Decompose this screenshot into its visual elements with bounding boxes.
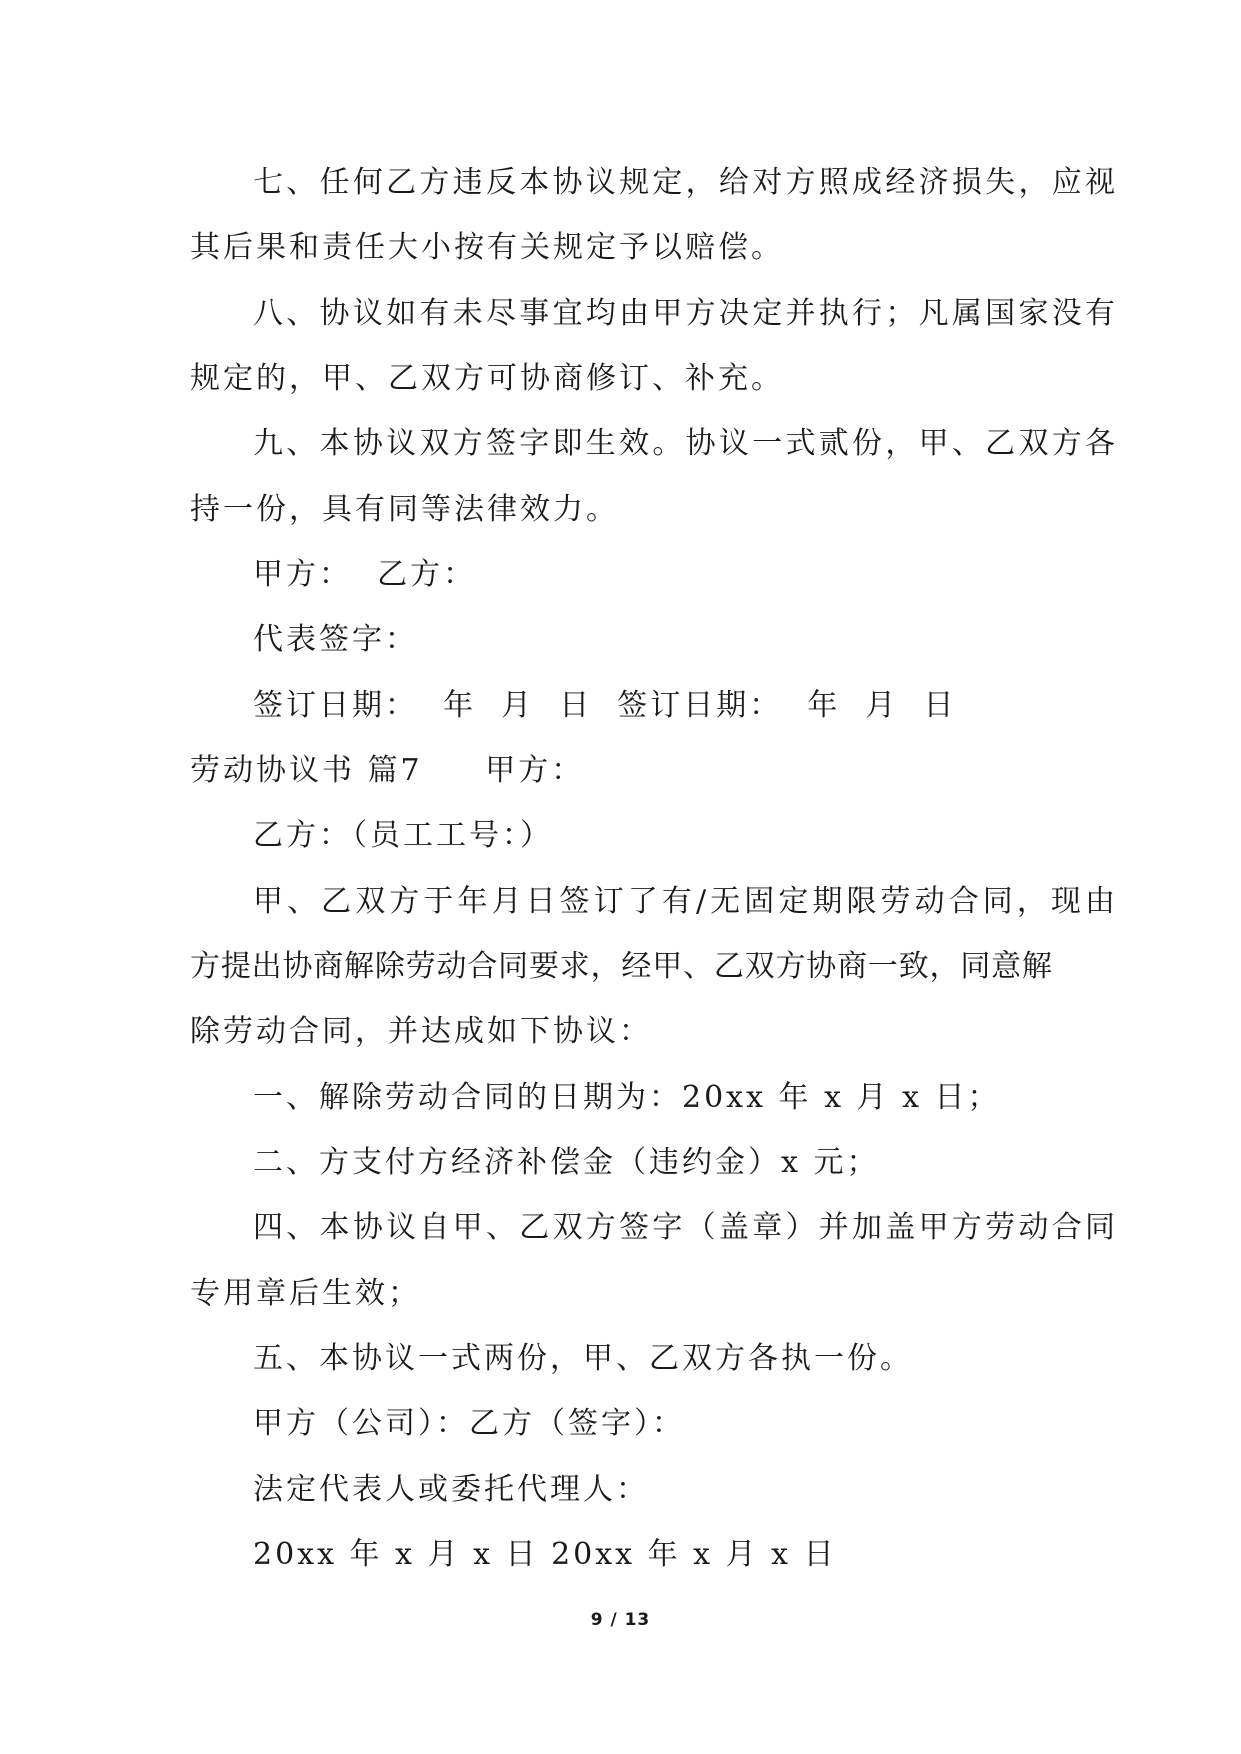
item-1: 一、解除劳动合同的日期为：20xx 年 x 月 x 日； [253,1080,1001,1115]
item-4-line-2: 专用章后生效； [190,1276,421,1311]
clause-8-line-1: 八、协议如有未尽事宜均由甲方决定并执行；凡属国家没有 [253,296,1115,331]
signing-dates: 签订日期： 年 月 日 签订日期： 年 月 日 [253,688,957,723]
clause-7-line-1: 七、任何乙方违反本协议规定，给对方照成经济损失，应视 [253,165,1115,200]
item-5: 五、本协议一式两份，甲、乙双方各执一份。 [253,1341,913,1376]
party-b-employee-id: 乙方：（员工工号：） [253,818,553,853]
clause-7-line-2: 其后果和责任大小按有关规定予以赔偿。 [190,230,784,265]
clause-9-line-2: 持一份，具有同等法律效力。 [190,492,619,527]
signature-parties: 甲方（公司）：乙方（签字）： [253,1406,685,1441]
legal-representative: 法定代表人或委托代理人： [253,1472,649,1507]
clause-8-line-2: 规定的，甲、乙双方可协商修订、补充。 [190,361,784,396]
section-heading: 劳动协议书 篇7 甲方： [190,753,585,788]
page-number: 9 / 13 [590,1610,651,1630]
item-4-line-1: 四、本协议自甲、乙双方签字（盖章）并加盖甲方劳动合同 [253,1210,1115,1245]
preamble-line-1: 甲、乙双方于年月日签订了有/无固定期限劳动合同，现由 [253,884,1115,919]
signature-dates: 20xx 年 x 月 x 日 20xx 年 x 月 x 日 [253,1537,837,1572]
party-labels: 甲方： 乙方： [253,557,477,592]
representative-signature: 代表签字： [253,622,418,657]
item-2: 二、方支付方经济补偿金（违约金）x 元； [253,1145,880,1180]
preamble-line-2: 方提出协商解除劳动合同要求，经甲、乙双方协商一致，同意解 [190,949,1052,984]
clause-9-line-1: 九、本协议双方签字即生效。协议一式贰份，甲、乙双方各 [253,426,1115,461]
preamble-line-3: 除劳动合同，并达成如下协议： [190,1014,652,1049]
